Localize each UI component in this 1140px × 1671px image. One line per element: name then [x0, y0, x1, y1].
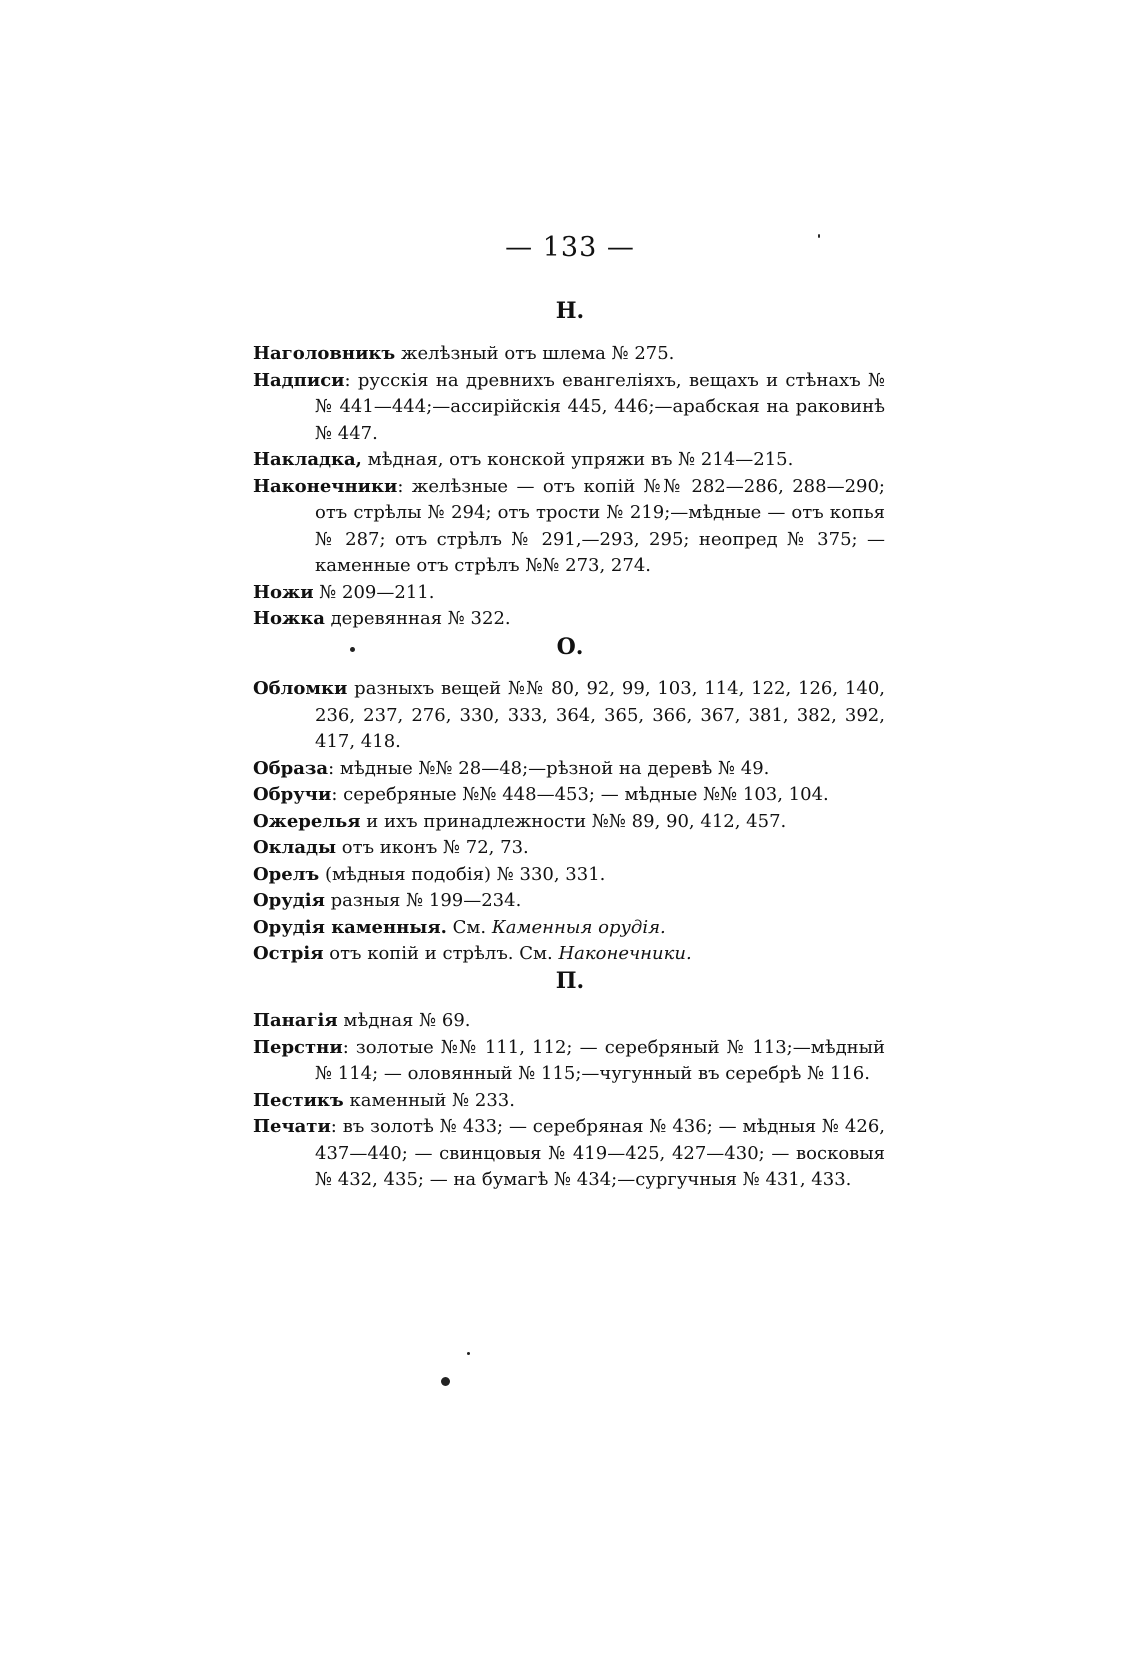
- index-entry-pestik: [253, 1088, 885, 1115]
- ink-speck: [818, 234, 820, 238]
- entry-head: Наконечники: [253, 475, 398, 497]
- section-letter-o: О.: [556, 634, 584, 660]
- index-entry-nagolovnik: [253, 341, 885, 368]
- section-p-entries: [253, 1008, 885, 1194]
- index-entry-oklady: [253, 835, 885, 862]
- entry-text: мѣдная, отъ конской упряжи въ № 214—215.: [361, 449, 794, 470]
- entry-text: : русскія на древнихъ евангеліяхъ, вещахъ и стѣнахъ №№ 441—444;—ассирійскія 445, 446;—арабская на раковинѣ № 447.: [315, 369, 885, 444]
- index-entry-panagiya: [253, 1008, 885, 1035]
- ink-speck: [441, 1377, 450, 1386]
- entry-text: желѣзный отъ шлема № 275.: [395, 343, 675, 364]
- section-n-entries: [253, 341, 885, 633]
- entry-text: мѣдная № 69.: [337, 1010, 471, 1031]
- index-entry-nadpisi: [253, 368, 885, 448]
- entry-head: Печати: [253, 1116, 331, 1137]
- entry-head: Пестикъ: [253, 1089, 344, 1111]
- index-entry-obruchi: [253, 782, 885, 809]
- entry-text: : желѣзные — отъ копій №№ 282—286, 288—290; отъ стрѣлы № 294; отъ трости № 219;—мѣдные — отъ копья № 287; отъ стрѣлъ № 291,—293, 295; неопред № 375; — каменные отъ стрѣлъ №№ 273, 274.: [315, 475, 885, 576]
- entry-head: Орудія: [253, 890, 325, 911]
- entry-text: : золотые №№ 111, 112; — серебряный № 113;—мѣдный № 114; — оловянный № 115;—чугунный въ серебрѣ № 116.: [315, 1036, 885, 1084]
- entry-head: Ножка: [253, 608, 325, 629]
- entry-text: : серебряные №№ 448—453; — мѣдные №№ 103, 104.: [331, 784, 829, 805]
- section-letter-p: П.: [555, 968, 585, 994]
- index-entry-orel: [253, 862, 885, 889]
- entry-head: Оклады: [253, 837, 337, 858]
- index-entry-nakladka: [253, 447, 885, 474]
- cross-reference: Наконечники.: [558, 943, 692, 964]
- index-entry-obraza: [253, 756, 885, 783]
- entry-text: : въ золотѣ № 433; — серебряная № 436; — мѣдныя № 426, 437—440; — свинцовыя № 419—425, 427—430; — восковыя № 432, 435; — на бумагѣ № 434;—сургучныя № 431, 433.: [315, 1116, 885, 1190]
- index-entry-nakonechniki: [253, 474, 885, 580]
- cross-reference: Каменныя орудія.: [491, 916, 666, 938]
- entry-text: и ихъ принадлежности №№ 89, 90, 412, 457.: [360, 810, 787, 832]
- section-o-entries: [253, 676, 885, 968]
- index-entry-orudiya: [253, 888, 885, 915]
- entry-head: Острія: [253, 943, 324, 964]
- entry-text: разныя № 199—234.: [324, 890, 522, 911]
- entry-head: Накладка,: [253, 449, 362, 470]
- section-letter-n: Н.: [555, 298, 585, 324]
- index-entry-ozherelya: [253, 809, 885, 836]
- index-entry-oblomki: [253, 676, 885, 756]
- index-entry-nozhi: [253, 580, 885, 607]
- index-entry-nozhka: [253, 606, 885, 633]
- entry-head: Орудія каменныя.: [253, 916, 447, 938]
- entry-text: разныхъ вещей №№ 80, 92, 99, 103, 114, 122, 126, 140, 236, 237, 276, 330, 333, 364, 365, 366, 367, 381, 382, 392, 417, 418.: [315, 678, 885, 752]
- entry-head: Образа: [253, 757, 329, 779]
- entry-head: Орелъ: [253, 863, 320, 885]
- entry-text: № 209—211.: [313, 581, 435, 603]
- index-entry-ostriya: [253, 941, 885, 968]
- entry-head: Ожерелья: [253, 810, 361, 832]
- ink-speck: [350, 647, 355, 652]
- entry-text: отъ копій и стрѣлъ. См.: [323, 943, 559, 964]
- ink-speck: [467, 1352, 470, 1355]
- entry-head: Обручи: [253, 784, 332, 805]
- entry-head: Ножи: [253, 581, 314, 603]
- entry-text: (мѣдныя подобія) № 330, 331.: [319, 863, 606, 885]
- entry-text: См.: [446, 916, 492, 938]
- entry-head: Обломки: [253, 678, 348, 699]
- index-entry-orudiya-kamennyya: [253, 915, 885, 942]
- entry-text: деревянная № 322.: [324, 608, 511, 629]
- index-entry-pechati: [253, 1114, 885, 1194]
- entry-head: Панагія: [253, 1010, 338, 1031]
- entry-text: : мѣдные №№ 28—48;—рѣзной на деревѣ № 49.: [328, 757, 770, 779]
- entry-head: Надписи: [253, 369, 345, 391]
- page-number: — 133 —: [505, 232, 635, 263]
- entry-text: каменный № 233.: [343, 1089, 515, 1111]
- index-entry-perstni: [253, 1035, 885, 1088]
- entry-text: отъ иконъ № 72, 73.: [336, 837, 529, 858]
- entry-head: Перстни: [253, 1036, 343, 1058]
- entry-head: Наголовникъ: [253, 343, 396, 364]
